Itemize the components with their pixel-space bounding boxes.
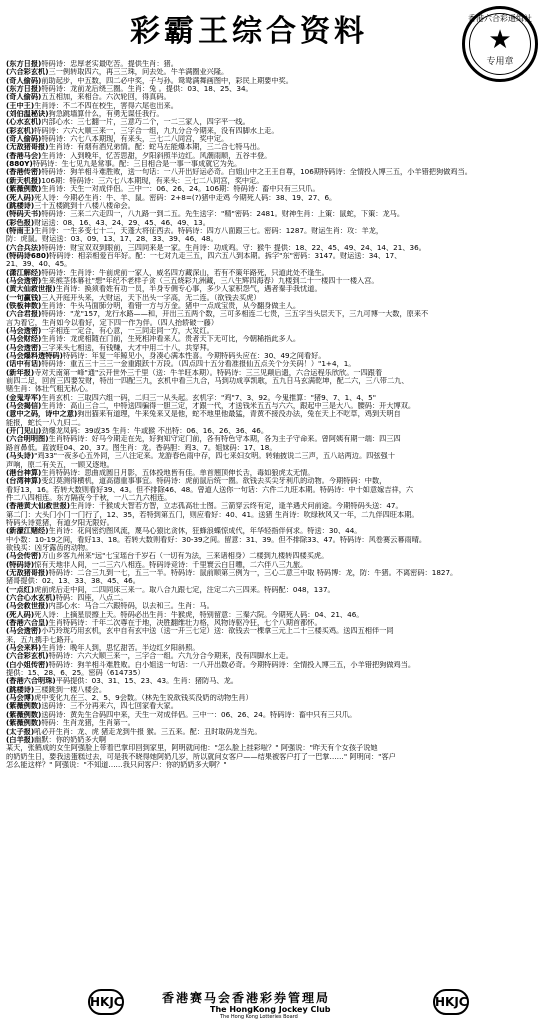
line-heading: (马会爆料透特码): [6, 352, 63, 361]
line-text: 生肖诗：牛头马面肺分明，看错一方与万金。猪中一点成宝贵，从今翻身做主人。: [41, 301, 301, 310]
line-text: 第二门：大头门小门一门行了，12、35，若特到第五门，则应看好：40、41。送猪 生肖诗：吹绿秋风又一年，二九伴四旺本期。: [6, 510, 419, 519]
line-text: 生肖诗：花间密约图风流，蔑马心猿比贪休，狂蜂浪蝶惊成代，年华轻指伴何求。特送：30、44。: [48, 527, 362, 536]
line-text: 件二八四相连。东方隔夜今千秋，一八二九六相连。: [6, 493, 172, 502]
line-text: 欲钱买：凶牙露齿的动物。: [6, 543, 93, 552]
text-line: [6, 118, 546, 126]
line-heading: (奇人偷码): [6, 93, 42, 102]
line-heading: (死人码): [6, 193, 35, 202]
line-text: 能报，蛇长一八九归二。: [6, 418, 86, 427]
line-heading: (东方日报): [6, 85, 42, 94]
text-line: [6, 285, 546, 293]
text-line: [6, 294, 546, 302]
text-line: [6, 527, 546, 535]
text-line: [6, 744, 546, 752]
line-heading: (六合明明图): [6, 435, 49, 444]
line-text: 生肖特码诗：好马今期走在先，好狗知守定门前，各有特色守本期，各为主子守命来。曾阿姨有期一端：四三四: [48, 435, 401, 444]
text-line: [6, 461, 546, 469]
text-line: [6, 327, 546, 335]
line-text: 生来熊茎体幕社"想"年纪不老样子贪（三五烧彩九洲藏，三八生辉四海春）九楼到二十一楼四十一楼入宫。: [41, 276, 379, 285]
line-text: 幽默：你的奶奶多大啊: [34, 735, 107, 744]
line-heading: (马会揭信): [6, 402, 42, 411]
line-text: 某天，张鹤成的女生阿强脸上带着巴掌印回到家里，阿明就问他："怎么脸上挂彩啦？" 阿强说："昨天有个女孩子说她: [6, 744, 378, 753]
text-line: [6, 694, 546, 702]
jockey-club-logo: HKJC: [88, 989, 124, 1015]
text-line: [6, 519, 546, 527]
line-text: 特码诗：六七八本期现，有来头，三七二八同宫，奖中定。: [41, 135, 229, 144]
line-heading: (奇人偷码): [6, 76, 42, 85]
text-line: [6, 269, 546, 277]
text-line: [6, 736, 546, 744]
line-text: 死人诗：今期必生肖：牛、羊、鼠。密码：2+8=(?)猪中走鸡 今期死人码：38、19、27、6。: [34, 193, 337, 202]
footer-chinese-name: 香港赛马会香港彩券管理局: [162, 991, 331, 1005]
text-line: [6, 210, 546, 218]
text-line: [6, 711, 546, 719]
line-text: 特码诗：六六大顺三来一，三字合一组，九九分合今期来，没有四脚水上走。: [34, 126, 279, 135]
line-text: 五五相加，来相合。六次轮回，得真码。: [41, 93, 171, 102]
text-line: [6, 377, 546, 385]
line-heading: (港台神算): [6, 468, 42, 477]
content-body: [6, 60, 546, 769]
line-text: 特码诗：六六大顺三来一，三字合一组。六九分合今期来，没有四脚水上走。: [48, 652, 293, 661]
line-heading: (马会透密): [6, 627, 42, 636]
text-line: [6, 761, 546, 769]
line-text: 特码诗：二合三九到一七，五三一半。特码诗：鼠前顺第三例为一，三心二意三中取 特码博：龙，防：牛猪。不离密码：1827。: [48, 568, 458, 577]
line-heading: (新天机报): [6, 176, 42, 185]
text-line: [6, 702, 546, 710]
line-text: 死人诗：上摘星辰擦上天。特码必出生肖：牛猴虎，特别留意：三秦六院。今期死人码：04、21、46。: [34, 610, 364, 619]
jockey-club-logo-right: HKJC: [433, 989, 469, 1015]
text-line: [6, 552, 546, 560]
text-line: [6, 260, 546, 268]
text-line: [6, 644, 546, 652]
line-heading: (潇江解经): [6, 268, 42, 277]
text-line: [6, 719, 546, 727]
line-text: 寺对天南第一峰"通"云开世外三千里（送：牛羊旺本期）。特码诗：三三见颠后遗，六合运程乐欣欣。一四跟着: [34, 368, 383, 377]
line-heading: (紫薇例数): [6, 185, 42, 194]
line-text: 看好13，16。若转大数则看好39、43。但不排除46、48。曾道人送你一句话：六件二九旺本期。特码诗：中十如意嫁吉祥，六: [6, 485, 414, 494]
text-line: [6, 319, 546, 327]
text-line: [6, 194, 546, 202]
line-heading: (铁板神数): [6, 301, 42, 310]
line-text: 虎中变化九在三、2、5、9会数。（林先生说欲钱买没奶的动物生肖）: [34, 694, 253, 703]
line-heading: (特码天书): [6, 210, 42, 219]
line-text: 劲爆龙凤码：39或35 生肖：牛或猴 不出特：06、16、26、36、46。: [41, 427, 269, 436]
line-heading: (东方日报): [6, 60, 42, 68]
line-heading: (台湾神算): [6, 477, 42, 486]
line-text: "鸡33"一夜多心五外同，三八注定来。龙游春色雨中存，四七来妇女明。转轴披说二三声，五八站两边。四弦强十: [34, 452, 395, 461]
line-text: 特码诗：龙前龙后绕三圈。生肖：兔 。提供：03、18、25、34。: [41, 85, 253, 94]
text-line: [6, 127, 546, 135]
text-line: [6, 536, 546, 544]
text-line: [6, 753, 546, 761]
line-text: 特码：生肖龙猪，生肖第一。: [41, 719, 135, 728]
text-line: [6, 360, 546, 368]
line-text: 万山乡客九州来"远"七宝瑶台千岁石（一切有为法，三来诸相身）二楼到九楼转四楼买虎。: [41, 552, 329, 561]
line-heading: (香港马会): [6, 151, 42, 160]
line-text: 特码诗：忠厚老实最吃苦。提供生肖：猪。: [41, 60, 178, 68]
line-heading: (新濠江赌经): [6, 527, 49, 536]
text-line: [6, 85, 546, 93]
text-line: [6, 385, 546, 393]
line-heading: (一句赢钱): [6, 293, 42, 302]
text-line: [6, 60, 546, 68]
page-title: 彩霸王综合资料: [130, 14, 368, 49]
line-heading: (刘伯温秘诀): [6, 110, 49, 119]
line-heading: (紫薇例数): [6, 702, 42, 711]
text-line: [6, 77, 546, 85]
line-text: 特码诗：年复一年鲸见小，身凑心满本性喜。今期特码头应在：30、49之间看好。: [62, 352, 326, 361]
line-text: 赌生肖：体壮气粗无私心。: [6, 385, 93, 394]
line-text: 三十五楼跳到十八楼八楼命会。: [34, 201, 135, 210]
text-line: [6, 410, 546, 418]
line-heading: (彩玄机): [6, 126, 35, 135]
text-line: [6, 219, 546, 227]
text-line: [6, 686, 546, 694]
line-heading: (六合心水玄机): [6, 594, 56, 602]
line-heading: (白羊报): [6, 735, 35, 744]
text-line: [6, 511, 546, 519]
text-line: [6, 168, 546, 176]
text-line: [6, 135, 546, 143]
line-text: 特码：四座，八点二。: [55, 594, 128, 602]
line-heading: (无敌猪哥报): [6, 568, 49, 577]
line-text: 中小数：10-19之间，看好13、18。若转大数则看好：30-39之间。留意：31、39。但不排除33、47。特码诗：风卷赛云幕雨晴。: [6, 535, 427, 544]
line-heading: (一点红): [6, 585, 35, 594]
text-line: [6, 586, 546, 594]
line-text: 特码诗：生肖诗：牛前虎前一家人，威名四方藏深山，若有不策年路死，只道此处不逢生。: [41, 268, 329, 277]
line-text: 狗出猫来有道理，牛来兔来又是他，蛇不地里他最猛，青黄不接没办法，兔在天上不吃草，鸡到天明自: [77, 410, 401, 419]
line-text: 特码诗：三来二六走四一，八九路一到二五。先生送字："精"密码：2481。财神生肖：上策：鼠蛇，下策：龙马。: [41, 210, 405, 219]
line-text: 生肖诗：不二不四在校生，害得六尾也出来。: [34, 101, 178, 110]
footer-english-name: The HongKong Jockey Club: [210, 1005, 331, 1014]
line-text: 特码诗：重五三十三三一金重跟跃十万段。（四点四十五分看准报仙五点关个分关码！）"1+4，1。: [41, 360, 356, 369]
line-text: 虎前虎后走中间，二四同床三来一。取八合九跟七定，注定二六三四来。特码配：048，137。: [34, 585, 335, 594]
line-heading: (马会传密): [6, 552, 42, 561]
line-heading: (王中王): [6, 101, 35, 110]
line-text: 三一例转取四六，再三三珠，问去处。牛羊满圈业兴隆。: [48, 68, 229, 77]
text-line: [6, 68, 546, 76]
line-text: 21、39、40、45。: [6, 260, 72, 269]
text-line: [6, 177, 546, 185]
line-text: 吼必开生肖：龙、虎 猪走龙到牛报 猴。三五来。配：丑时取码龙当先。: [34, 727, 262, 736]
footer-english-subname: The Hong Kong Lotteries Board: [220, 1014, 298, 1020]
line-heading: (奇人偷码): [6, 135, 42, 144]
text-line: [6, 427, 546, 435]
line-text: 特码诗：狗羊相斗难胜败，送一句话：一八开出好运必奇。白姐山中之王王自尊，106期特码诗：全情投入博三五，小羊错把狗做鸡当。: [41, 168, 472, 177]
line-heading: (黄大仙救世报): [6, 285, 56, 294]
line-text: 特码诗：生七见九是常事。配：三目相合是一事一事成就它为先。: [32, 160, 242, 169]
line-heading: (心水玄机): [6, 118, 42, 127]
text-line: [6, 477, 546, 485]
line-text: 生肖特码诗：思曲成圆日月影，五体投地皆有佳。单首翘顶伸长舌，毒如狼虎太无情。: [41, 468, 315, 477]
text-line: [6, 93, 546, 101]
text-line: [6, 728, 546, 736]
line-text: 三字来头七相送，有钱赚，大才中用二十八，共穿拜。: [41, 343, 214, 352]
line-text: 生肖诗：龙虎相随在门前，生死相冲看来人。贵者天下无可比，今朝稀指此多人。: [41, 335, 301, 344]
line-text: 生肖诗：入到晚年，忆苦思甜，夕阳斜照半边红。风潮雨顺，五谷丰登。: [41, 151, 272, 160]
text-line: [6, 252, 546, 260]
line-text: 生肖诗：千猴成大智若方智，立志孤高壮士图。三箭穿云终有定，逢羊遇犬问前途。今期特码头送：47。: [70, 502, 403, 511]
line-heading: (六合君报): [6, 310, 42, 319]
line-heading: (马头诗): [6, 452, 35, 461]
line-text: 特码诗："龙"157，龙行水路——和，开出三五两个数，三可多相连二七贵，三五字当头层天下，三九可博一大数，原来不: [41, 310, 429, 319]
text-line: [6, 352, 546, 360]
text-line: [6, 202, 546, 210]
line-text: 生肖诗：高山三合二，中特送四骗得一胆三定，才跟一代，才送钱米五五与六六，跟起中三是大八。腰码：开大博双。: [41, 402, 416, 411]
line-heading: (特码诗): [6, 560, 35, 569]
line-text: 生肖诗：有烟有酒兄弟情。配：蛇马左能爆本期，三二合七特马出。: [48, 143, 265, 152]
line-text: 特码头诗竟猪，有道夕阳无限好。: [6, 518, 114, 527]
line-text: 前助起步，中五数，四二必中奖，子与孙。鸳鸯满舞画图中，彩民上期要中奖。: [41, 76, 293, 85]
text-line: [6, 469, 546, 477]
line-text: 怎么能这样？" 阿强说："不知道……我只问客户：你的奶奶多大啊？": [6, 760, 227, 769]
line-text: 提供：15、28、6、25。密码（614735）: [6, 669, 145, 678]
line-heading: (六合兵法): [6, 243, 42, 252]
line-text: 财运送：08、16、43、24、29、45、46、49、13。: [34, 218, 210, 227]
line-heading: (香港传密): [6, 168, 42, 177]
line-heading: (死人码): [6, 610, 35, 619]
line-text: 防：虎鼠。财运送：03、09、13、17、28、33、39、46、48。: [6, 235, 218, 244]
text-line: [6, 677, 546, 685]
line-text: 生肖诗：一生多变七十二，天蓬大将征西去。特码诗：四方八面跟三七。密码：1287。财运生肖：攻：羊龙，: [34, 226, 384, 235]
line-text: 内部心水：马合二六跟特码，以去和三。生肖：马。: [48, 602, 214, 611]
line-text: 路首鼻低。蓝波旺04、20、37。图生肖：龙。香码胆：鸡3、7。姐妹码：17、18。: [6, 443, 277, 452]
text-line: [6, 602, 546, 610]
line-heading: (新年报): [6, 368, 35, 377]
text-line: [6, 394, 546, 402]
line-heading: (跳楼诗): [6, 201, 35, 210]
text-line: [6, 435, 546, 443]
line-heading: (香港六合明珠): [6, 677, 56, 686]
line-text: 特码诗：相亲相爱百年好。配：一七对九走三五，四六五八到本期。拆字"东"密码：3147。财运送：34、17、: [49, 251, 402, 260]
text-line: [6, 569, 546, 577]
page-footer: [0, 985, 553, 1024]
text-line: [6, 502, 546, 510]
text-line: [6, 594, 546, 602]
text-line: [6, 619, 546, 627]
line-text: 的奶奶生日，要我送蛋糕过去，可是我不晓得她阿奶几岁，所以就问女客户——结果被客户打了一巴掌……" 阿明问："客户: [6, 752, 396, 761]
text-line: [6, 577, 546, 585]
text-line: [6, 452, 546, 460]
text-line: [6, 611, 546, 619]
text-line: [6, 561, 546, 569]
text-line: [6, 627, 546, 635]
line-heading: (特南王): [6, 226, 35, 235]
line-text: 特码诗：财宝双双到眼前，三四同来是一家。生肖诗：功成鸡。守：猴牛 提供：18、22、45、49、24、14、21、36。: [41, 243, 426, 252]
text-line: [6, 419, 546, 427]
line-heading: (彩色报): [6, 218, 35, 227]
line-text: 三入开庭开头来，大财运，天下出头一字高，无二连。（欲钱去买虎）: [41, 293, 261, 302]
text-line: [6, 152, 546, 160]
star-icon: ★: [488, 25, 512, 55]
line-heading: (太子报): [6, 727, 35, 736]
text-line: [6, 244, 546, 252]
text-line: [6, 402, 546, 410]
line-text: 特码诗：狗羊相斗难胜败。白小姐送一句话：一八开出数必奇。今期特码诗：全情投入博三五，小羊错把狗做鸡当。: [48, 660, 416, 669]
line-heading: (开门见山): [6, 427, 42, 436]
text-line: [6, 636, 546, 644]
text-line: [6, 102, 546, 110]
line-heading: (无敌猪哥报): [6, 143, 49, 152]
text-line: [6, 652, 546, 660]
line-heading: (金鬼寿军): [6, 393, 42, 402]
line-text: 生肖诗：晚年人到，思忆甜苦。半边红夕阳斜照。: [41, 644, 200, 653]
line-text: 声响，原二有关五，一顾又逐地。: [6, 460, 114, 469]
line-text: 送码诗：三不分再来六，四七回家看大家。: [41, 702, 178, 711]
line-text: 前四二足，回首三四要发财，特出一四配三九，玄机中看三九合，马到功成享凯歌，五九日马玄满乾坤，配二六，三八带二九、: [6, 377, 409, 386]
line-text: 变幻莫测得横机，道高德重事事宜。特码诗：虎前鼠后统一圈。欲钱去买尖牙利爪的动物。今期特码：中数，: [41, 477, 387, 486]
line-heading: (马会救世报): [6, 602, 49, 611]
line-heading: (880Y): [6, 160, 33, 169]
seal-top-text: 香港六合彩通缉社: [468, 14, 532, 23]
text-line: [6, 669, 546, 677]
line-text: 生肖玄机：三取四六组一码，二归三一从头起。玄机字："鸡"7、3、92。今鬼推算："猪9、7、1、4、5": [41, 393, 377, 402]
line-text: 来，五九携手七路开。: [6, 635, 78, 644]
text-line: [6, 344, 546, 352]
line-heading: (马会透密): [6, 343, 42, 352]
line-text: 狗急跳墙算什么，有勇无谋任我行。: [48, 110, 164, 119]
line-heading: (话中有话): [6, 360, 42, 369]
line-heading: (马会博): [6, 694, 35, 703]
line-text: 平码提供：03、31、15、23、43。生肖：猪防马、龙。: [55, 677, 238, 686]
text-line: [6, 335, 546, 343]
line-heading: (马会财经): [6, 335, 42, 344]
line-text: 小巧玲珑巧用玄机，玄中自有玄中送（送一开三七定）送：欲钱去一棵拿三元上二十三楼买鸡。送四五相伴一同: [41, 627, 394, 636]
line-text: 内部心水：三七翻一片，三意巧二个，一二三家人，四字平一线。: [41, 118, 250, 127]
text-line: [6, 302, 546, 310]
text-line: [6, 185, 546, 193]
text-line: [6, 235, 546, 243]
text-line: [6, 227, 546, 235]
line-text: 言为着它，生肖如今以看好，定下四一作为伴。（四人抬轿破一藤）: [6, 318, 219, 327]
seal-bottom-text: 专用章: [486, 57, 514, 67]
line-heading: (特码诗680): [6, 251, 50, 260]
line-heading: (紫薇例数): [6, 710, 42, 719]
line-text: 三楼跳到一楼八楼会。: [34, 685, 107, 694]
line-text: 猪哥提供：02、13、33、38、45、46。: [6, 577, 140, 586]
line-heading: (六合彩玄机): [6, 652, 49, 661]
text-line: [6, 369, 546, 377]
text-line: [6, 544, 546, 552]
line-heading: (白小姐传密): [6, 660, 49, 669]
line-heading: (香港六合皇): [6, 619, 49, 628]
line-text: 送码诗：黄先生合码四中来，天生一对成伴侣。三中一：06、26、24。特码诗：畜中只有三只爪。: [41, 710, 357, 719]
line-text: 106期：特码诗：三六七八本期现，有来头：三七二八同宫，奖中定。: [41, 176, 264, 185]
line-text: 惊有天地非人间，一二三六八相连。特码诗竞诗：千里寰云白日曛，二六伴八三九旅。: [34, 560, 308, 569]
line-heading: (马会透密): [6, 276, 42, 285]
line-text: 生肖诗：换须看姓有功一员，半身专侧专心事，多少人家积怨气，遇者秦手我忧道。: [55, 285, 322, 294]
line-heading: (六合彩玄机): [6, 68, 49, 77]
text-line: [6, 310, 546, 318]
text-line: [6, 160, 546, 168]
text-line: [6, 486, 546, 494]
line-heading: (马会透密): [6, 327, 42, 335]
text-line: [6, 494, 546, 502]
line-heading: (紫薇例数): [6, 719, 42, 728]
line-heading: (香港黄大仙救世报): [6, 502, 71, 511]
line-text: 生肖诗：天生一对成伴侣。三中一：06、26、24。106期：特码诗：畜中只有三只爪。: [41, 185, 320, 194]
text-line: [6, 110, 546, 118]
line-heading: (跳楼诗): [6, 685, 35, 694]
line-text: 生肖特码诗：千年二次尊在于地，决胜翻维壮力格，风物诗驱冷狂，七个八期首都怀。: [48, 619, 322, 628]
line-heading: (马会来料): [6, 644, 42, 653]
text-line: [6, 661, 546, 669]
line-heading: (意中之码，诗中之意): [6, 410, 78, 419]
text-line: [6, 277, 546, 285]
line-text: 一字相连一定合，有心意，一三同走同一方，大发红。: [41, 327, 214, 335]
text-line: [6, 143, 546, 151]
text-line: [6, 444, 546, 452]
